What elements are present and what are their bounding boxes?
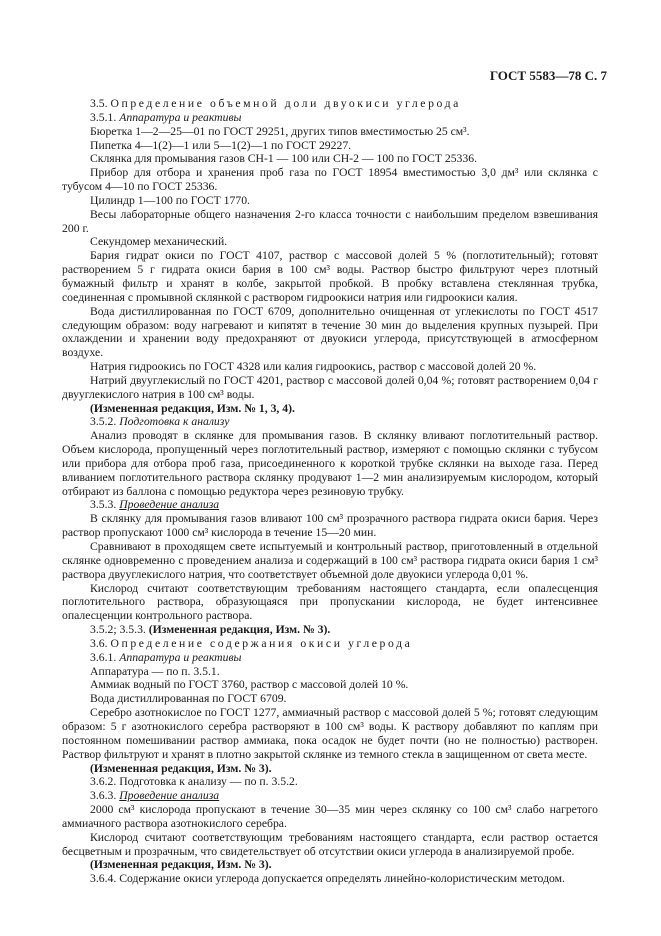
document-body: [62, 97, 598, 886]
subsection-3-5-1: [62, 111, 598, 125]
paragraph: 2000 см³ кислорода пропускают в течение 30—35 мин через склянку со 100 см³ слабо нагретого аммиачного раствора азотнокислого серебра.: [62, 803, 598, 830]
paragraph: Цилиндр 1—100 по ГОСТ 1770.: [90, 193, 250, 207]
paragraph: Вода дистиллированная по ГОСТ 6709.: [90, 692, 287, 706]
paragraph: Пипетка 4—1(2)—1 или 5—1(2)—1 по ГОСТ 29227.: [90, 138, 352, 152]
paragraph: Бария гидрат окиси по ГОСТ 4107, раствор с массовой долей 5 % (поглотительный); готовят растворением 5 г гидрата окиси бария в 100 см³ воды. Раствор быстро фильтруют через плотный бумажный фильтр и хранят в колбе, закрытой пробкой. В пробку вставлена стеклянная трубка, соединенная с промывной склянкой с раствором гидроокиси натрия или гидроокиси калия.: [62, 249, 598, 304]
paragraph: 3.6.2. Подготовка к анализу — по п. 3.5.2.: [90, 775, 298, 789]
subsection-title: Проведение анализа: [119, 498, 220, 512]
page-header: ГОСТ 5583—78 С. 7: [489, 68, 607, 83]
subsection-number: 3.5.2.: [90, 415, 117, 429]
section-heading-3-6: [62, 637, 598, 651]
subsection-3-5-3: [62, 498, 598, 512]
section-title: Определение содержания окиси углерода: [110, 636, 413, 650]
section-number: 3.5.: [90, 97, 108, 110]
paragraph: Сравнивают в проходящем свете испытуемый и контрольный раствор, приготовленный в отдельной склянке одновременно с проведением анализа и содержащий в 100 см³ раствора гидрата окиси бария 1 см³ раствора двууглекислого натрия, что соответствует объемной доле двуокиси углерода 0,01 %.: [62, 540, 598, 581]
subsection-title: Подготовка к анализу: [119, 415, 230, 429]
paragraph: Аппаратура — по п. 3.5.1.: [90, 664, 220, 678]
subsection-3-5-2: [62, 415, 598, 429]
paragraph: Бюретка 1—2—25—01 по ГОСТ 29251, других типов вместимостью 25 см³.: [90, 124, 470, 138]
paragraph: Кислород считают соответствующим требованиям настоящего стандарта, если опалесценция поглотительного раствора, образующаяся при пропускании кислорода, не будет интенсивнее опалесценции контрольного раствора.: [62, 581, 598, 623]
section-title: Определение объемной доли двуокиси углерода: [110, 97, 461, 110]
section-number: 3.6.: [90, 636, 108, 650]
subsection-number: 3.6.1.: [90, 650, 117, 664]
amendment-note: (Измененная редакция, Изм. № 3).: [90, 858, 272, 872]
subsection-number: 3.6.3.: [90, 789, 117, 803]
paragraph: Склянка для промывания газов СН-1 — 100 или СН-2 — 100 по ГОСТ 25336.: [90, 152, 478, 166]
paragraph: Кислород считают соответствующим требованиям настоящего стандарта, если раствор остается бесцветным и прозрачным, что свидетельствует об отсутствии окиси углерода в анализируемой пробе.: [62, 830, 598, 858]
paragraph: Прибор для отбора и хранения проб газа по ГОСТ 18954 вместимостью 3,0 дм³ или склянка с тубусом 4—10 по ГОСТ 25336.: [62, 166, 598, 194]
subsection-number: 3.5.3.: [90, 498, 117, 512]
paragraph: Анализ проводят в склянке для промывания газов. В склянку вливают поглотительный раствор. Объем кислорода, пропущенный через поглотительный раствор, измеряют с помощью склянки с тубусом или прибора для отбора проб газа, присоединенного к короткой трубке склянки на выходе газа. Перед вливанием поглотительного раствора склянку продувают 1—2 мин анализируемым кислородом, который отбирают из баллона с помощью редуктора через резиновую трубку.: [62, 429, 598, 498]
paragraph: Весы лабораторные общего назначения 2-го класса точности с наибольшим пределом взвешивания 200 г.: [62, 207, 598, 235]
paragraph: В склянку для промывания газов вливают 100 см³ прозрачного раствора гидрата окиси бария. Через раствор пропускают 1000 см³ кислорода в течение 15—20 мин.: [62, 512, 598, 540]
amendment-note: (Измененная редакция, Изм. № 3).: [90, 761, 272, 775]
section-heading-3-5: [62, 97, 598, 111]
amendment-note: (Измененная редакция, Изм. № 1, 3, 4).: [90, 401, 295, 415]
paragraph: Вода дистиллированная по ГОСТ 6709, дополнительно очищенная от углекислоты по ГОСТ 4517 следующим образом: воду нагревают и кипятят в течение 30 мин до выделения крупных пузырей. При охлаждении и хранении воду предохраняют от двуокиси углерода, присутствующей в атмосферном воздухе.: [62, 304, 598, 360]
amendment-note-3-5-2-3-5-3: [62, 623, 598, 637]
amendment-text: (Измененная редакция, Изм. № 3).: [148, 623, 331, 637]
paragraph: Аммиак водный по ГОСТ 3760, раствор с массовой долей 10 %.: [90, 678, 409, 692]
paragraph: 3.6.4. Содержание окиси углерода допускается определять линейно-колористическим методом.: [90, 872, 565, 886]
section-number: 3.5.2; 3.5.3.: [90, 623, 146, 637]
paragraph: Натрий двууглекислый по ГОСТ 4201, раствор с массовой долей 0,04 %; готовят растворением 0,04 г двууглекислого натрия в 100 см³ воды.: [62, 373, 598, 401]
subsection-number: 3.5.1.: [90, 110, 117, 124]
subsection-title: Аппаратура и реактивы: [119, 110, 242, 124]
paragraph: Натрия гидроокись по ГОСТ 4328 или калия гидроокись, раствор с массовой долей 20 %.: [90, 360, 537, 374]
subsection-3-6-1: [62, 651, 598, 665]
subsection-title: Проведение анализа: [119, 789, 220, 803]
paragraph: Секундомер механический.: [90, 235, 228, 249]
paragraph: Серебро азотнокислое по ГОСТ 1277, аммиачный раствор с массовой долей 5 %; готовят следующим образом: 5 г азотнокислого серебра растворяют в 100 см³ воды. К раствору добавляют по каплям при постоянном помешивании раствор аммиака, пока осадок не будет почти (но не полностью) растворен. Раствор фильтруют и хранят в плотно закрытой склянке из темного стекла в защищенном от света месте.: [62, 706, 598, 761]
subsection-3-6-3: [62, 789, 598, 803]
subsection-title: Аппаратура и реактивы: [119, 650, 242, 664]
